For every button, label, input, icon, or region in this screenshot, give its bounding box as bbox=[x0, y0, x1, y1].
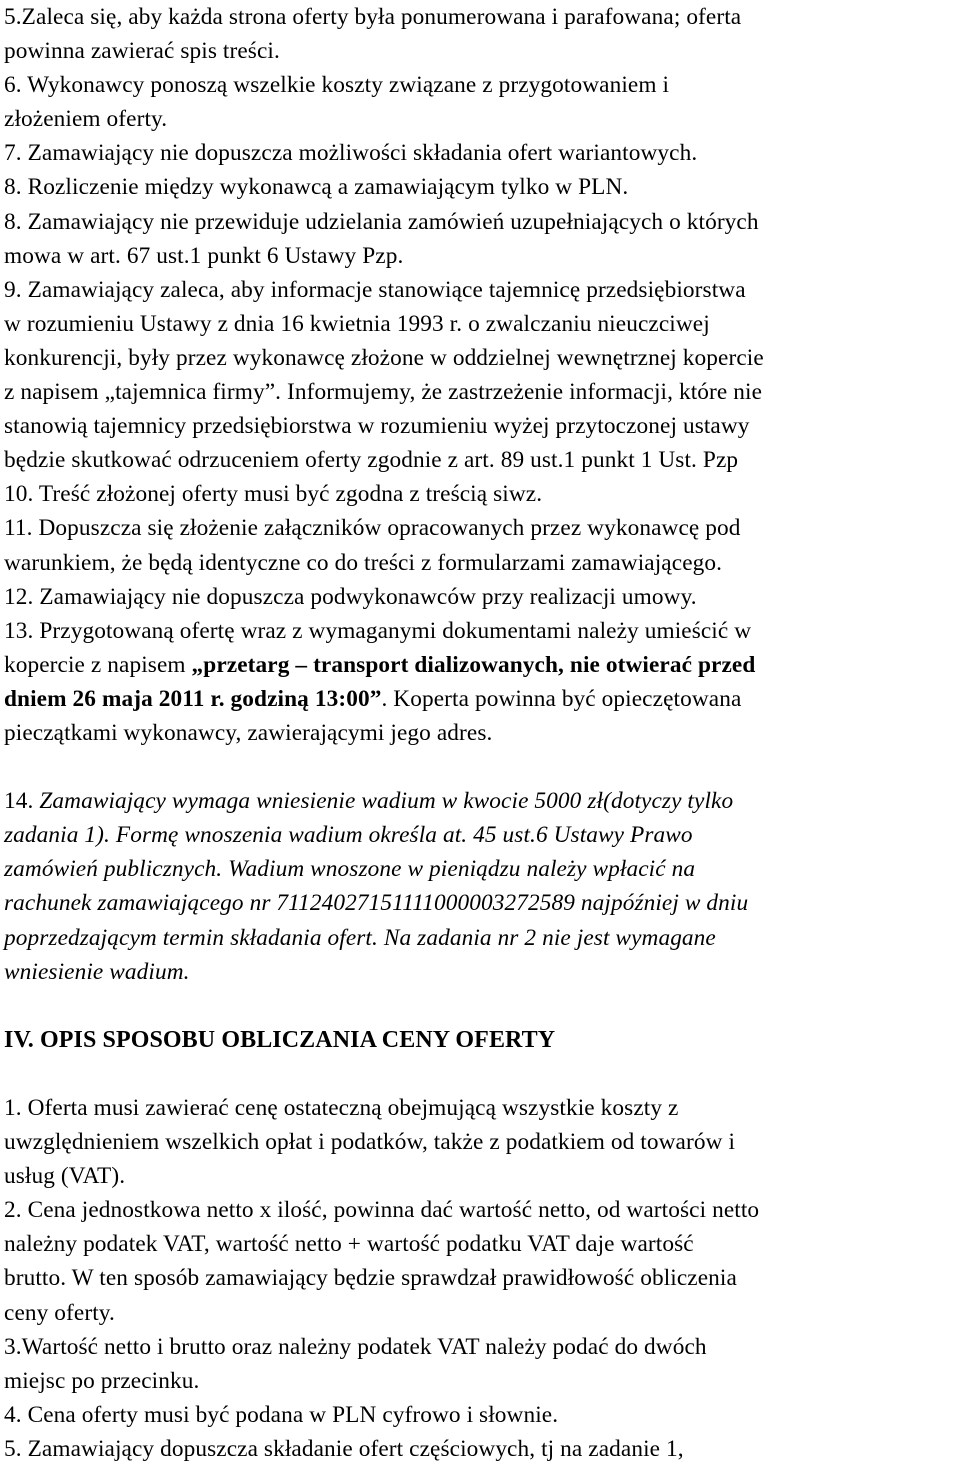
text-line bbox=[4, 136, 954, 170]
text-segment: 9. Zamawiający zaleca, aby informacje stanowiące tajemnicę przedsiębiorstwa bbox=[4, 276, 746, 303]
text-line bbox=[4, 1296, 954, 1330]
text-line bbox=[4, 716, 954, 750]
text-line bbox=[4, 205, 954, 239]
text-line bbox=[4, 307, 954, 341]
text-segment: powinna zawierać spis treści. bbox=[4, 38, 280, 65]
document-page bbox=[4, 0, 954, 1466]
text-segment: złożeniem oferty. bbox=[4, 106, 168, 133]
text-segment: Zamawiający wymaga wniesienie wadium w kwocie 5000 zł(dotyczy tylko bbox=[39, 788, 734, 815]
text-segment: usług (VAT). bbox=[4, 1163, 126, 1190]
text-segment: dniem 26 maja 2011 r. godziną 13:00” bbox=[4, 685, 382, 712]
text-segment: konkurencji, były przez wykonawcę złożone w oddzielnej wewnętrznej kopercie bbox=[4, 344, 764, 371]
text-line bbox=[4, 170, 954, 204]
text-segment: zamówień publicznych. Wadium wnoszone w pieniądzu należy wpłacić na bbox=[4, 856, 696, 883]
text-line bbox=[4, 0, 954, 34]
text-line bbox=[4, 34, 954, 68]
text-segment: będzie skutkować odrzuceniem oferty zgodnie z art. 89 ust.1 punkt 1 Ust. Pzp bbox=[4, 447, 739, 474]
text-segment: „przetarg – transport dializowanych, nie otwierać przed bbox=[191, 651, 756, 678]
text-segment: ceny oferty. bbox=[4, 1299, 115, 1326]
text-segment: warunkiem, że będą identyczne co do treści z formularzami zamawiającego. bbox=[4, 549, 723, 576]
text-line bbox=[4, 239, 954, 273]
text-line bbox=[4, 852, 954, 886]
text-line bbox=[4, 1091, 954, 1125]
text-line bbox=[4, 1364, 954, 1398]
text-line bbox=[4, 818, 954, 852]
text-line bbox=[4, 682, 954, 716]
text-segment: uwzględnieniem wszelkich opłat i podatków, także z podatkiem od towarów i bbox=[4, 1129, 736, 1156]
text-line bbox=[4, 341, 954, 375]
text-line bbox=[4, 614, 954, 648]
text-segment: zadania 1). Formę wnoszenia wadium określa at. 45 ust.6 Ustawy Prawo bbox=[4, 822, 693, 849]
text-segment: 10. Treść złożonej oferty musi być zgodna z treścią siwz. bbox=[4, 481, 543, 508]
text-segment: stanowią tajemnicy przedsiębiorstwa w rozumieniu wyżej przytoczonej ustawy bbox=[4, 413, 750, 440]
text-line bbox=[4, 1432, 954, 1466]
text-segment: 12. Zamawiający nie dopuszcza podwykonawców przy realizacji umowy. bbox=[4, 583, 697, 610]
text-line bbox=[4, 886, 954, 920]
text-segment: 8. Rozliczenie między wykonawcą a zamawiającym tylko w PLN. bbox=[4, 174, 629, 201]
text-segment: w rozumieniu Ustawy z dnia 16 kwietnia 1993 r. o zwalczaniu nieuczciwej bbox=[4, 310, 710, 337]
text-segment: wniesienie wadium. bbox=[4, 958, 190, 985]
text-line bbox=[4, 648, 954, 682]
text-line bbox=[4, 1398, 954, 1432]
blank-line bbox=[4, 750, 954, 784]
text-segment: 4. Cena oferty musi być podana w PLN cyfrowo i słownie. bbox=[4, 1401, 559, 1428]
text-segment: 1. Oferta musi zawierać cenę ostateczną obejmującą wszystkie koszty z bbox=[4, 1095, 679, 1121]
text-segment: 5.Zaleca się, aby każda strona oferty była ponumerowana i parafowana; oferta bbox=[4, 4, 742, 30]
text-segment: IV. OPIS SPOSOBU OBLICZANIA CENY OFERTY bbox=[4, 1026, 556, 1053]
text-segment: 6. Wykonawcy ponoszą wszelkie koszty związane z przygotowaniem i bbox=[4, 72, 670, 99]
text-segment: poprzedzającym termin składania ofert. Na zadania nr 2 nie jest wymagane bbox=[4, 924, 716, 951]
text-segment: rachunek zamawiającego nr 71124027151111000003272589 najpóźniej w dniu bbox=[4, 890, 749, 917]
text-line bbox=[4, 443, 954, 477]
blank-line bbox=[4, 989, 954, 1023]
text-segment: . Koperta powinna być opieczętowana bbox=[381, 685, 742, 712]
text-segment: mowa w art. 67 ust.1 punkt 6 Ustawy Pzp. bbox=[4, 242, 404, 269]
text-line bbox=[4, 375, 954, 409]
text-segment: 8. Zamawiający nie przewiduje udzielania zamówień uzupełniających o których bbox=[4, 208, 759, 235]
text-line bbox=[4, 409, 954, 443]
text-line bbox=[4, 580, 954, 614]
text-line bbox=[4, 1261, 954, 1295]
text-line bbox=[4, 955, 954, 989]
text-line bbox=[4, 921, 954, 955]
text-line bbox=[4, 1125, 954, 1159]
text-segment: należny podatek VAT, wartość netto + wartość podatku VAT daje wartość bbox=[4, 1231, 694, 1258]
text-segment: z napisem „tajemnica firmy”. Informujemy, że zastrzeżenie informacji, które nie bbox=[4, 379, 763, 406]
text-segment: 14. bbox=[4, 788, 40, 815]
text-segment: 2. Cena jednostkowa netto x ilość, powinna dać wartość netto, od wartości netto bbox=[4, 1197, 760, 1224]
text-segment: 7. Zamawiający nie dopuszcza możliwości składania ofert wariantowych. bbox=[4, 140, 698, 167]
text-segment: pieczątkami wykonawcy, zawierającymi jego adres. bbox=[4, 719, 493, 746]
text-segment: 13. Przygotowaną ofertę wraz z wymaganymi dokumentami należy umieścić w bbox=[4, 617, 752, 644]
text-segment: 3.Wartość netto i brutto oraz należny podatek VAT należy podać do dwóch bbox=[4, 1333, 707, 1360]
text-segment: miejsc po przecinku. bbox=[4, 1367, 200, 1394]
text-segment: kopercie z napisem bbox=[4, 651, 192, 678]
text-line bbox=[4, 1159, 954, 1193]
text-line bbox=[4, 1023, 954, 1057]
blank-line bbox=[4, 1057, 954, 1091]
text-line bbox=[4, 1193, 954, 1227]
text-line bbox=[4, 784, 954, 818]
text-line bbox=[4, 102, 954, 136]
text-line bbox=[4, 1330, 954, 1364]
text-line bbox=[4, 477, 954, 511]
text-line bbox=[4, 273, 954, 307]
text-line bbox=[4, 511, 954, 545]
text-segment: brutto. W ten sposób zamawiający będzie sprawdzał prawidłowość obliczenia bbox=[4, 1265, 737, 1292]
text-segment: 5. Zamawiający dopuszcza składanie ofert częściowych, tj na zadanie 1, bbox=[4, 1435, 684, 1462]
text-line bbox=[4, 1227, 954, 1261]
text-line bbox=[4, 546, 954, 580]
text-line bbox=[4, 68, 954, 102]
text-segment: 11. Dopuszcza się złożenie załączników opracowanych przez wykonawcę pod bbox=[4, 515, 741, 542]
